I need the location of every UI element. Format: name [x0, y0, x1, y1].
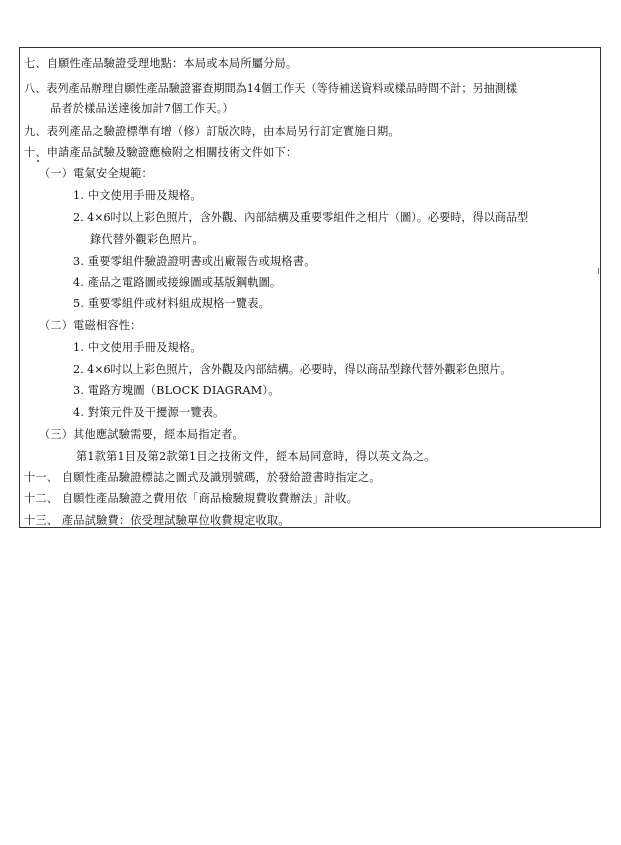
section-2-title: （二）電磁相容性：: [39, 319, 142, 332]
item-8-continuation: 品者於樣品送達後加計7個工作天。）: [50, 102, 234, 115]
section-2-item-1: 1. 中文使用手冊及規格。: [73, 341, 202, 354]
item-13: 十三、 產品試驗費：依受理試驗單位收費規定收取。: [24, 514, 290, 527]
section-1-item-1: 1. 中文使用手冊及規格。: [73, 189, 202, 202]
item-9: 九、表列產品之驗證標準有增（修）訂版次時，由本局另行訂定實施日期。: [24, 125, 400, 138]
scan-artifact-mark: [598, 268, 599, 274]
scan-dot-mark: [37, 160, 39, 162]
section-1-item-2-continuation: 錄代替外觀彩色照片。: [90, 233, 204, 246]
section-1-title: （一）電氣安全規範：: [39, 167, 153, 180]
section-2-item-2: 2. 4×6吋以上彩色照片，含外觀及內部結構。必要時，得以商品型錄代替外觀彩色照片。: [73, 363, 512, 376]
section-3-title: （三）其他應試驗需要，經本局指定者。: [39, 428, 244, 441]
section-1-item-3: 3. 重要零組件驗證證明書或出廠報告或規格書。: [73, 255, 316, 268]
item-12: 十二、 自願性產品驗證之費用依「商品檢驗規費收費辦法」計收。: [24, 492, 358, 505]
section-3-note: 第1款第1目及第2款第1目之技術文件，經本局同意時，得以英文為之。: [76, 450, 436, 463]
item-8: 八、表列產品辦理自願性產品驗證審查期間為14個工作天（等待補送資料或樣品時間不計；另抽測樣: [24, 82, 518, 95]
item-10: 十、申請產品試驗及驗證應檢附之相關技術文件如下：: [24, 146, 298, 159]
section-1-item-4: 4. 產品之電路圖或接線圖或基版鋼軌圖。: [73, 276, 282, 289]
section-1-item-2: 2. 4×6吋以上彩色照片，含外觀、內部結構及重要零組件之相片（圖）。必要時，得以商品型: [73, 211, 529, 224]
section-2-item-3: 3. 電路方塊圖（BLOCK DIAGRAM）。: [73, 384, 280, 397]
section-2-item-4: 4. 對策元件及干擾源一覽表。: [73, 406, 225, 419]
item-7: 七、自願性產品驗證受理地點：本局或本局所屬分局。: [24, 57, 298, 70]
section-1-item-5: 5. 重要零組件或材料組成規格一覽表。: [73, 297, 271, 310]
item-11: 十一、 自願性產品驗證標誌之圖式及識別號碼，於發給證書時指定之。: [24, 471, 381, 484]
